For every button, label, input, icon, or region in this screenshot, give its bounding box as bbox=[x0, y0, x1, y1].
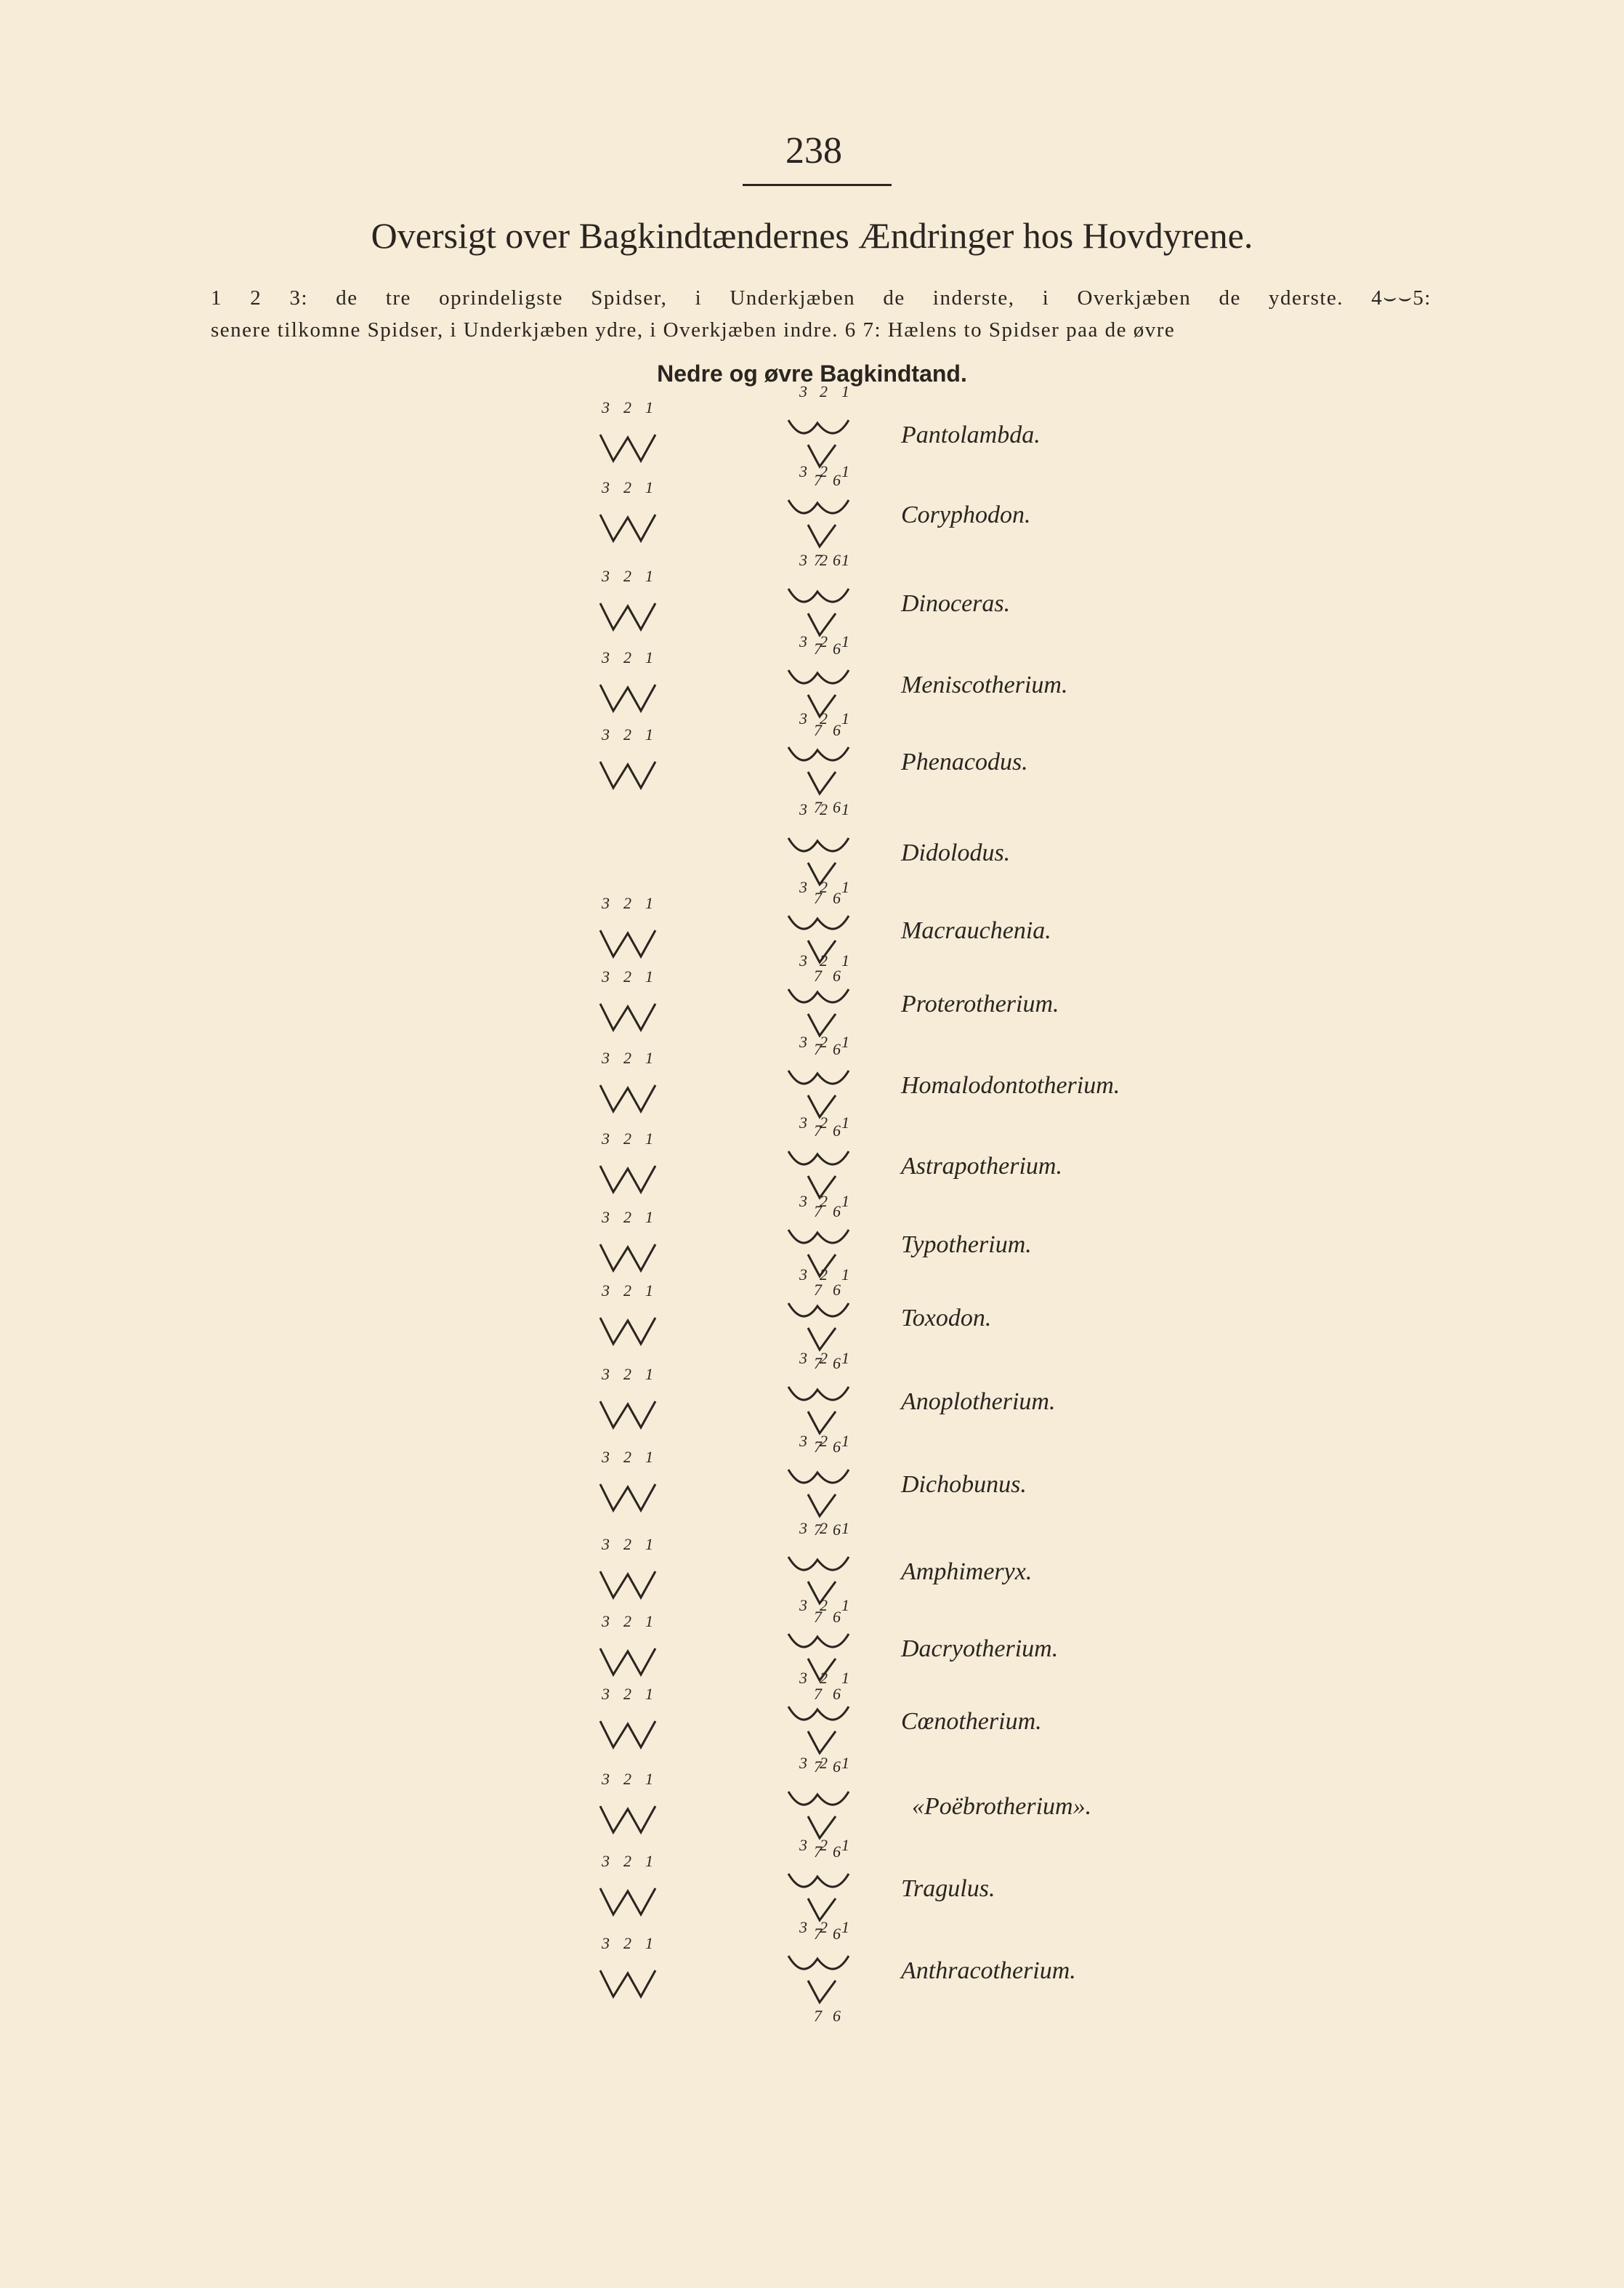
cusp-number: 1 bbox=[841, 878, 849, 896]
taxon-name: Meniscotherium. bbox=[901, 672, 1068, 698]
cusp-number: 3 bbox=[799, 1669, 807, 1687]
upper-molar-cusp-outline bbox=[788, 1071, 849, 1084]
cusp-number: 2 bbox=[623, 1770, 631, 1788]
cusp-number: 6 bbox=[833, 1202, 841, 1220]
lower-molar-cusp-outline bbox=[600, 930, 655, 956]
cusp-number: 3 bbox=[602, 1934, 610, 1952]
upper-molar-heel-outline bbox=[808, 1898, 836, 1920]
lower-molar-cusp-outline bbox=[600, 1244, 655, 1270]
cusp-number: 7 bbox=[814, 1925, 822, 1943]
cusp-number: 1 bbox=[841, 1432, 849, 1450]
cusp-number: 1 bbox=[841, 800, 849, 818]
cusp-number: 3 bbox=[602, 725, 610, 744]
upper-molar-cusp-outline bbox=[788, 916, 849, 929]
cusp-number: 3 bbox=[799, 1033, 807, 1051]
cusp-number: 1 bbox=[645, 1934, 653, 1952]
cusp-number: 3 bbox=[799, 382, 807, 400]
cusp-number: 3 bbox=[799, 1192, 807, 1210]
cusp-number: 3 bbox=[799, 1265, 807, 1284]
cusp-number: 2 bbox=[820, 1596, 828, 1614]
cusp-number: 3 bbox=[799, 1918, 807, 1936]
cusp-number: 1 bbox=[841, 1113, 849, 1132]
taxon-name: Homalodontotherium. bbox=[901, 1072, 1120, 1099]
cusp-number: 7 bbox=[814, 889, 822, 907]
cusp-number: 3 bbox=[799, 462, 807, 480]
lower-molar-cusp-outline bbox=[600, 1318, 655, 1344]
taxon-name: Anthracotherium. bbox=[901, 1957, 1076, 1984]
cusp-number: 2 bbox=[820, 1033, 828, 1051]
cusp-number: 6 bbox=[833, 471, 841, 489]
cusp-number: 3 bbox=[602, 967, 610, 986]
cusp-number: 1 bbox=[645, 1129, 653, 1148]
cusp-number: 1 bbox=[645, 648, 653, 666]
cusp-number: 3 bbox=[602, 1612, 610, 1630]
cusp-number: 2 bbox=[820, 800, 828, 818]
cusp-number: 7 bbox=[814, 1040, 822, 1058]
cusp-number: 2 bbox=[820, 1918, 828, 1936]
cusp-number: 3 bbox=[799, 1519, 807, 1537]
cusp-number: 2 bbox=[623, 1448, 631, 1466]
cusp-number: 3 bbox=[602, 894, 610, 912]
cusp-number: 3 bbox=[602, 1049, 610, 1067]
upper-molar-heel-outline bbox=[808, 525, 836, 547]
cusp-number: 2 bbox=[820, 1192, 828, 1210]
cusp-number: 6 bbox=[833, 1925, 841, 1943]
cusp-number: 7 bbox=[814, 1354, 822, 1372]
cusp-number: 3 bbox=[799, 632, 807, 650]
cusp-number: 1 bbox=[841, 1349, 849, 1367]
cusp-number: 3 bbox=[602, 648, 610, 666]
cusp-number: 2 bbox=[623, 478, 631, 496]
cusp-number: 1 bbox=[841, 462, 849, 480]
cusp-number: 2 bbox=[623, 1208, 631, 1226]
cusp-number: 1 bbox=[645, 478, 653, 496]
cusp-number: 3 bbox=[602, 1448, 610, 1466]
cusp-number: 1 bbox=[841, 951, 849, 970]
upper-molar-cusp-outline bbox=[788, 670, 849, 683]
upper-molar-cusp-outline bbox=[788, 1792, 849, 1805]
upper-molar-cusp-outline bbox=[788, 1151, 849, 1164]
cusp-number: 6 bbox=[833, 1757, 841, 1776]
cusp-number: 1 bbox=[645, 1281, 653, 1300]
cusp-number: 2 bbox=[820, 1349, 828, 1367]
lower-molar-cusp-outline bbox=[600, 1484, 655, 1510]
cusp-number: 1 bbox=[645, 1448, 653, 1466]
cusp-number: 2 bbox=[820, 1113, 828, 1132]
cusp-number: 7 bbox=[814, 2007, 822, 2025]
cusp-number: 2 bbox=[623, 1129, 631, 1148]
cusp-number: 7 bbox=[814, 1685, 822, 1703]
cusp-number: 6 bbox=[833, 967, 841, 985]
lower-molar-cusp-outline bbox=[600, 685, 655, 711]
taxon-name: Tragulus. bbox=[901, 1875, 995, 1902]
cusp-number: 1 bbox=[645, 1535, 653, 1553]
upper-molar-heel-outline bbox=[808, 1494, 836, 1516]
cusp-number: 7 bbox=[814, 1202, 822, 1220]
cusp-number: 2 bbox=[820, 878, 828, 896]
cusp-number: 1 bbox=[645, 1365, 653, 1383]
cusp-number: 2 bbox=[623, 1535, 631, 1553]
cusp-number: 7 bbox=[814, 1281, 822, 1299]
taxon-name: Amphimeryx. bbox=[901, 1558, 1033, 1585]
cusp-number: 1 bbox=[841, 1918, 849, 1936]
cusp-number: 7 bbox=[814, 1520, 822, 1539]
taxon-name: Didolodus. bbox=[901, 839, 1011, 866]
caption-line-1: 1 2 3: de tre oprindeligste Spidser, i Underkjæben de inderste, i Overkjæben de yderste. 4⌣⌣5: bbox=[211, 286, 1431, 310]
cusp-number: 3 bbox=[799, 1596, 807, 1614]
lower-molar-cusp-outline bbox=[600, 1721, 655, 1747]
cusp-number: 6 bbox=[833, 721, 841, 739]
cusp-number: 2 bbox=[820, 709, 828, 728]
cusp-number: 2 bbox=[820, 1669, 828, 1687]
lower-molar-cusp-outline bbox=[600, 435, 655, 461]
taxon-name: Dinoceras. bbox=[901, 590, 1011, 617]
cusp-number: 2 bbox=[623, 1612, 631, 1630]
cusp-number: 1 bbox=[841, 382, 849, 400]
lower-molar-cusp-outline bbox=[600, 515, 655, 541]
cusp-number: 1 bbox=[645, 967, 653, 986]
cusp-number: 7 bbox=[814, 1608, 822, 1626]
cusp-number: 1 bbox=[645, 1685, 653, 1703]
taxon-name: Cœnotherium. bbox=[901, 1708, 1042, 1735]
cusp-number: 3 bbox=[799, 709, 807, 728]
cusp-number: 6 bbox=[833, 551, 841, 569]
cusp-number: 7 bbox=[814, 551, 822, 569]
cusp-number: 1 bbox=[841, 1265, 849, 1284]
cusp-number: 2 bbox=[820, 462, 828, 480]
lower-molar-cusp-outline bbox=[600, 1571, 655, 1598]
taxon-name: Pantolambda. bbox=[901, 422, 1041, 448]
upper-molar-cusp-outline bbox=[788, 1303, 849, 1316]
taxon-name: Typotherium. bbox=[901, 1231, 1032, 1258]
cusp-number: 2 bbox=[623, 567, 631, 585]
cusp-number: 2 bbox=[623, 725, 631, 744]
cusp-number: 3 bbox=[602, 567, 610, 585]
cusp-number: 6 bbox=[833, 1685, 841, 1703]
cusp-number: 7 bbox=[814, 640, 822, 658]
taxon-name: Dacryotherium. bbox=[901, 1635, 1059, 1662]
cusp-number: 2 bbox=[623, 1365, 631, 1383]
cusp-number: 1 bbox=[841, 632, 849, 650]
cusp-number: 7 bbox=[814, 1757, 822, 1776]
cusp-number: 2 bbox=[820, 1265, 828, 1284]
cusp-number: 3 bbox=[602, 478, 610, 496]
cusp-number: 2 bbox=[820, 1754, 828, 1772]
cusp-number: 2 bbox=[623, 1049, 631, 1067]
cusp-number: 2 bbox=[820, 632, 828, 650]
taxon-name: Macrauchenia. bbox=[901, 917, 1051, 944]
lower-molar-cusp-outline bbox=[600, 1806, 655, 1832]
cusp-number: 2 bbox=[820, 551, 828, 569]
column-heading: Nedre og øvre Bagkindtand. bbox=[657, 360, 967, 387]
cusp-number: 3 bbox=[799, 1754, 807, 1772]
upper-molar-cusp-outline bbox=[788, 1387, 849, 1400]
cusp-number: 3 bbox=[602, 1535, 610, 1553]
cusp-number: 1 bbox=[645, 1049, 653, 1067]
cusp-number: 6 bbox=[833, 2007, 841, 2025]
cusp-number: 1 bbox=[841, 1669, 849, 1687]
cusp-number: 1 bbox=[645, 1770, 653, 1788]
taxon-name: Proterotherium. bbox=[901, 991, 1059, 1018]
cusp-number: 6 bbox=[833, 798, 841, 816]
cusp-number: 6 bbox=[833, 1520, 841, 1539]
cusp-number: 2 bbox=[623, 894, 631, 912]
cusp-number: 3 bbox=[602, 398, 610, 416]
upper-molar-heel-outline bbox=[808, 1328, 836, 1350]
cusp-number: 2 bbox=[623, 398, 631, 416]
cusp-number: 2 bbox=[820, 1519, 828, 1537]
upper-molar-cusp-outline bbox=[788, 1707, 849, 1720]
cusp-number: 1 bbox=[841, 551, 849, 569]
cusp-number: 1 bbox=[645, 1852, 653, 1870]
upper-molar-heel-outline bbox=[808, 1411, 836, 1433]
cusp-number: 2 bbox=[820, 951, 828, 970]
cusp-number: 3 bbox=[799, 878, 807, 896]
lower-molar-cusp-outline bbox=[600, 603, 655, 629]
upper-molar-heel-outline bbox=[808, 1731, 836, 1753]
cusp-number: 6 bbox=[833, 1040, 841, 1058]
upper-molar-cusp-outline bbox=[788, 500, 849, 513]
caption-line-2: senere tilkomne Spidser, i Underkjæben ydre, i Overkjæben indre. 6 7: Hælens to Spidser paa de øvre bbox=[211, 318, 1176, 342]
upper-molar-cusp-outline bbox=[788, 420, 849, 433]
cusp-number: 6 bbox=[833, 1281, 841, 1299]
upper-molar-heel-outline bbox=[808, 772, 836, 794]
upper-molar-cusp-outline bbox=[788, 1634, 849, 1647]
cusp-number: 1 bbox=[841, 709, 849, 728]
cusp-number: 2 bbox=[623, 1685, 631, 1703]
taxon-name: Dichobunus. bbox=[901, 1471, 1027, 1498]
lower-molar-cusp-outline bbox=[600, 1888, 655, 1914]
cusp-number: 3 bbox=[799, 800, 807, 818]
cusp-number: 6 bbox=[833, 1438, 841, 1456]
cusp-number: 7 bbox=[814, 1438, 822, 1456]
cusp-number: 6 bbox=[833, 1354, 841, 1372]
upper-molar-heel-outline bbox=[808, 1816, 836, 1838]
cusp-number: 1 bbox=[841, 1519, 849, 1537]
cusp-number: 3 bbox=[799, 1432, 807, 1450]
upper-molar-cusp-outline bbox=[788, 838, 849, 851]
cusp-number: 2 bbox=[623, 967, 631, 986]
cusp-number: 2 bbox=[820, 1432, 828, 1450]
cusp-number: 1 bbox=[841, 1596, 849, 1614]
cusp-number: 3 bbox=[602, 1685, 610, 1703]
taxon-name: Astrapotherium. bbox=[901, 1153, 1062, 1180]
lower-molar-cusp-outline bbox=[600, 1970, 655, 1997]
cusp-number: 2 bbox=[623, 1934, 631, 1952]
upper-molar-cusp-outline bbox=[788, 1557, 849, 1570]
cusp-number: 1 bbox=[645, 894, 653, 912]
upper-molar-cusp-outline bbox=[788, 747, 849, 760]
cusp-number: 3 bbox=[602, 1365, 610, 1383]
taxon-name: «Poëbrotherium». bbox=[912, 1793, 1092, 1820]
upper-molar-cusp-outline bbox=[788, 1470, 849, 1483]
upper-molar-cusp-outline bbox=[788, 589, 849, 602]
cusp-number: 3 bbox=[799, 551, 807, 569]
page-number: 238 bbox=[785, 130, 842, 172]
cusp-number: 2 bbox=[623, 1281, 631, 1300]
cusp-number: 3 bbox=[799, 1113, 807, 1132]
cusp-number: 2 bbox=[820, 1836, 828, 1854]
lower-molar-cusp-outline bbox=[600, 1648, 655, 1675]
lower-molar-cusp-outline bbox=[600, 1085, 655, 1111]
upper-molar-heel-outline bbox=[808, 1981, 836, 2002]
cusp-number: 1 bbox=[645, 1208, 653, 1226]
lower-molar-cusp-outline bbox=[600, 1004, 655, 1030]
cusp-number: 6 bbox=[833, 889, 841, 907]
cusp-number: 6 bbox=[833, 640, 841, 658]
cusp-number: 3 bbox=[602, 1208, 610, 1226]
cusp-number: 1 bbox=[841, 1192, 849, 1210]
cusp-number: 2 bbox=[623, 1852, 631, 1870]
cusp-number: 7 bbox=[814, 798, 822, 816]
cusp-number: 1 bbox=[841, 1836, 849, 1854]
cusp-number: 2 bbox=[623, 648, 631, 666]
taxon-name: Toxodon. bbox=[901, 1305, 992, 1332]
cusp-number: 3 bbox=[799, 951, 807, 970]
cusp-number: 3 bbox=[799, 1836, 807, 1854]
cusp-number: 6 bbox=[833, 1121, 841, 1140]
cusp-number: 3 bbox=[602, 1770, 610, 1788]
cusp-number: 1 bbox=[645, 398, 653, 416]
cusp-number: 7 bbox=[814, 1121, 822, 1140]
cusp-number: 3 bbox=[602, 1281, 610, 1300]
cusp-number: 1 bbox=[645, 567, 653, 585]
cusp-number: 7 bbox=[814, 967, 822, 985]
upper-molar-cusp-outline bbox=[788, 989, 849, 1002]
upper-molar-cusp-outline bbox=[788, 1956, 849, 1969]
cusp-number: 1 bbox=[645, 1612, 653, 1630]
cusp-number: 2 bbox=[820, 382, 828, 400]
cusp-number: 1 bbox=[841, 1754, 849, 1772]
cusp-number: 3 bbox=[602, 1129, 610, 1148]
cusp-number: 3 bbox=[602, 1852, 610, 1870]
lower-molar-cusp-outline bbox=[600, 1166, 655, 1192]
upper-molar-cusp-outline bbox=[788, 1874, 849, 1887]
upper-molar-cusp-outline bbox=[788, 1230, 849, 1243]
taxon-name: Coryphodon. bbox=[901, 501, 1031, 528]
taxon-name: Anoplotherium. bbox=[901, 1388, 1056, 1415]
cusp-number: 1 bbox=[645, 725, 653, 744]
cusp-number: 7 bbox=[814, 1842, 822, 1861]
cusp-number: 1 bbox=[841, 1033, 849, 1051]
cusp-number: 3 bbox=[799, 1349, 807, 1367]
cusp-number: 6 bbox=[833, 1608, 841, 1626]
taxon-name: Phenacodus. bbox=[901, 749, 1028, 776]
page-title: Oversigt over Bagkindtændernes Ændringer hos Hovdyrene. bbox=[371, 215, 1253, 256]
lower-molar-cusp-outline bbox=[600, 762, 655, 788]
cusp-number: 7 bbox=[814, 721, 822, 739]
cusp-number: 7 bbox=[814, 471, 822, 489]
lower-molar-cusp-outline bbox=[600, 1401, 655, 1427]
cusp-number: 6 bbox=[833, 1842, 841, 1861]
